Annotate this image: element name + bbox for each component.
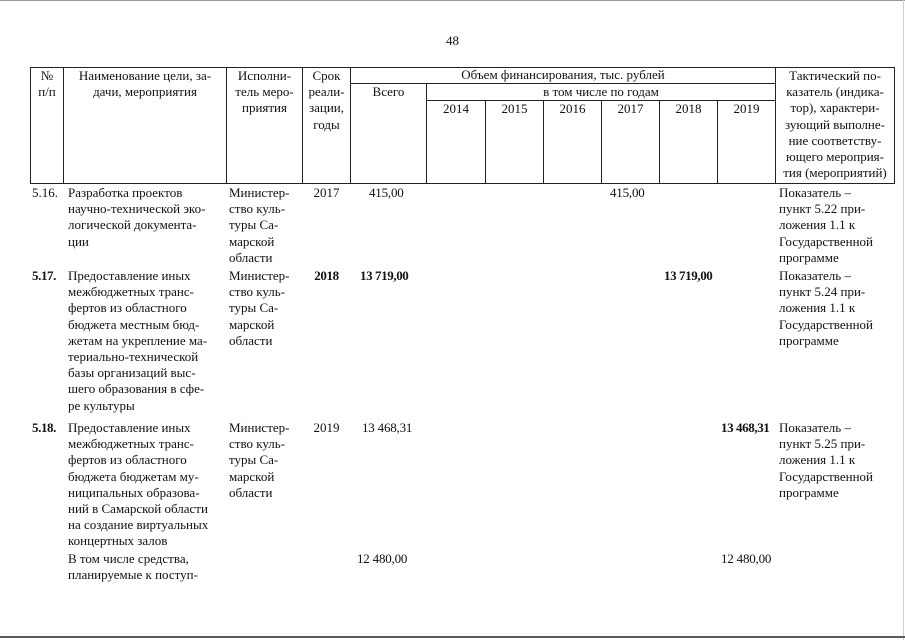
header-executor: Исполни- тель меро- приятия [235, 68, 294, 116]
row-5-17-term: 2018 [314, 268, 339, 283]
row-5-16-year-2017: 415,00 [610, 185, 645, 200]
row-5-18-num: 5.18. [32, 420, 57, 435]
header-year-2018: 2018 [675, 101, 702, 116]
row-5-16-total: 415,00 [369, 185, 404, 200]
row-5-18-term: 2019 [313, 420, 340, 435]
page-number: 48 [446, 33, 459, 48]
table-right-border [894, 67, 895, 184]
header-name: Наименование цели, за- дачи, мероприятия [78, 68, 212, 100]
row-5-17-num: 5.17. [32, 268, 57, 283]
row-5-18-indicator: Показатель – пункт 5.25 при- ложения 1.1 к Государственной программе [779, 420, 874, 500]
row-5-16-indicator: Показатель – пункт 5.22 при- ложения 1.1 к Государственной программе [779, 185, 874, 265]
row-including-funds-total: 12 480,00 [357, 551, 408, 566]
row-5-18-executor: Министер- ство куль- туры Са- марской области [229, 420, 290, 500]
header-indicator: Тактический по- казатель (индика- тор), характери- зующий выполне- ние соответству- ющего мероприя- тия (мероприятий) [783, 68, 887, 181]
row-5-17-executor: Министер- ство куль- туры Са- марской области [229, 268, 290, 348]
row-5-17-name: Предоставление иных межбюджетных транс- фертов из областного бюджета местным бюд- жетам на укрепление ма- териально-технической базы организаций выс- шего образования в сфе- ре культуры [68, 268, 208, 413]
row-5-16-executor: Министер- ство куль- туры Са- марской области [229, 185, 290, 265]
row-5-18-total: 13 468,31 [362, 420, 413, 435]
row-5-16-name: Разработка проектов научно-технической эко- логической документа- ции [68, 185, 206, 249]
header-bottom-border [30, 183, 895, 184]
header-num: № п/п [38, 68, 56, 100]
header-year-2015: 2015 [501, 101, 528, 116]
header-year-2014: 2014 [443, 101, 469, 116]
header-year-2016: 2016 [559, 101, 586, 116]
row-5-17-total: 13 719,00 [360, 268, 409, 283]
row-5-18-year-2019: 13 468,31 [721, 420, 770, 435]
header-term: Срок реали- зации, годы [308, 68, 345, 132]
header-funding: Объем финансирования, тыс. рублей [461, 67, 665, 82]
row-including-funds-name: В том числе средства, планируемые к поступ- [68, 551, 198, 583]
row-5-17-indicator: Показатель – пункт 5.24 при- ложения 1.1 к Государственной программе [779, 268, 874, 348]
row-5-18-name: Предоставление иных межбюджетных транс- фертов из областного бюджета бюджетам му- ниципальных образова- ний в Самарской области на создание виртуальных концертных залов [68, 420, 209, 549]
row-5-17-year-2018: 13 719,00 [664, 268, 713, 283]
header-total: Всего [372, 84, 405, 99]
header-year-2017: 2017 [617, 101, 644, 116]
row-5-16-num: 5.16. [32, 185, 58, 200]
header-year-2019: 2019 [733, 101, 760, 116]
header-by-years: в том числе по годам [543, 84, 659, 99]
row-including-funds-year-2019: 12 480,00 [721, 551, 772, 566]
row-5-16-term: 2017 [313, 185, 340, 200]
